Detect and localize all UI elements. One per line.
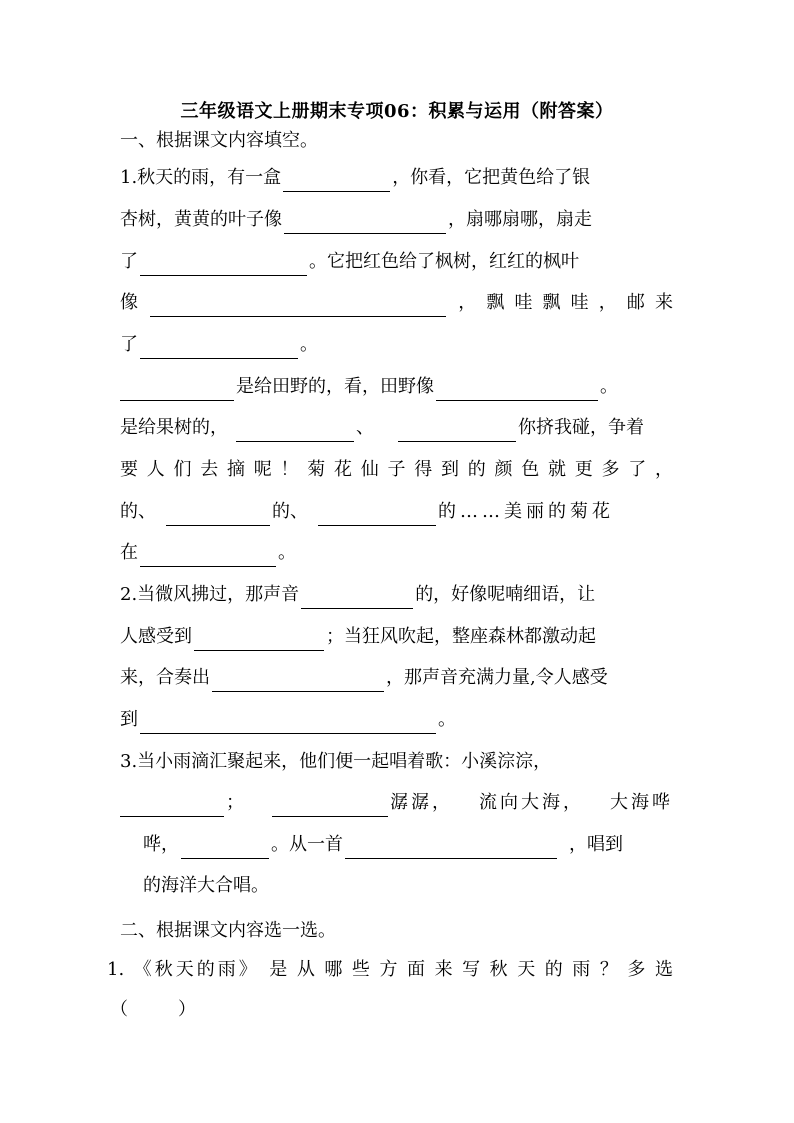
q1-text: 是给田野的，看，田野像 [236, 376, 434, 397]
q1-char: 子 [387, 459, 406, 480]
q2-text: ；当狂风吹起，整座森林都激动起 [326, 626, 596, 647]
q2-text: 人感受到 [120, 626, 192, 647]
q3-group [270, 789, 453, 817]
q3-line-1 [120, 748, 673, 776]
q1-char: 们 [173, 459, 192, 480]
q3-line-4 [143, 872, 673, 900]
blank-field[interactable] [140, 336, 298, 359]
q2-line-4 [120, 706, 673, 734]
q1-text: 飘 [486, 292, 505, 313]
q3-text: 流向大海， [479, 792, 584, 813]
q1-text: 了 [120, 251, 138, 272]
q1-text: 哇 [514, 292, 533, 313]
q1-line-7 [120, 414, 673, 442]
q1-text: 你挤我碰，争着 [518, 417, 644, 438]
q1-text: 、 [356, 417, 374, 438]
q3-text: ； [226, 792, 244, 813]
q2-line-1 [120, 581, 673, 609]
blank-field[interactable] [140, 544, 276, 567]
q2-text: 的，好像呢喃细语，让 [415, 584, 596, 605]
open-paren: （ [110, 999, 128, 1020]
q1-line-1 [120, 164, 673, 192]
blank-field[interactable] [120, 794, 224, 817]
q1-char: 颜 [494, 459, 513, 480]
s2-q1-char: 秋 [489, 959, 508, 980]
q1-text: 。 [600, 376, 618, 397]
blank-field[interactable] [194, 628, 324, 651]
q1-char: 呢 [253, 459, 272, 480]
q3-group [120, 789, 244, 817]
q1-line-2 [120, 206, 673, 234]
s2-q1-line [107, 956, 673, 984]
q1-text: 1.秋天的雨，有一盒 [120, 167, 282, 188]
q1-text: 杏树，黄黄的叶子像 [120, 209, 282, 230]
q3-text: ，唱到 [569, 834, 623, 855]
q1-text: 的……美丽的菊花 [438, 501, 614, 522]
blank-field[interactable] [150, 294, 446, 317]
blank-field[interactable] [436, 378, 598, 401]
q1-line-4 [120, 289, 673, 317]
s2-q1-char: 天 [517, 959, 536, 980]
q1-text: 是给果树的， [120, 417, 228, 438]
q1-line-3 [120, 248, 673, 276]
q3-text: 的海洋大合唱。 [143, 875, 269, 896]
blank-field[interactable] [345, 836, 557, 859]
blank-field[interactable] [398, 419, 516, 442]
q1-text: ，扇哪扇哪，扇走 [448, 209, 592, 230]
q1-text: ， [598, 292, 617, 313]
answer-parentheses[interactable] [110, 996, 663, 1024]
blank-field[interactable] [301, 586, 413, 609]
q1-text: 像 [120, 292, 138, 313]
blank-field[interactable] [166, 503, 270, 526]
q1-char: 摘 [227, 459, 245, 480]
blank-field[interactable] [181, 836, 269, 859]
q1-line-10 [120, 539, 673, 567]
blank-field[interactable] [272, 794, 388, 817]
s2-q1-char: 面 [407, 959, 426, 980]
section-1-heading: 一、根据课文内容填空。 [120, 130, 318, 151]
s2-q1-number: 1. [107, 959, 125, 980]
q3-text: 潺潺， [390, 792, 453, 813]
q1-text: 。 [278, 542, 296, 563]
q1-char: 去 [200, 459, 219, 480]
q1-char: 更 [574, 459, 593, 480]
page-title: 三年级语文上册期末专项06：积累与运用（附答案） [180, 101, 614, 122]
q1-text: 飘 [542, 292, 561, 313]
s2-q1-char: 写 [462, 959, 481, 980]
q3-text: 哗， [143, 834, 179, 855]
s2-q1-char: 的 [544, 959, 563, 980]
q1-char: 人 [146, 459, 165, 480]
s2-q1-char: 方 [379, 959, 398, 980]
q1-text: 来 [654, 292, 673, 313]
q1-text: 邮 [626, 292, 645, 313]
q1-char: 花 [334, 459, 352, 480]
q3-text: 3.当小雨滴汇聚起来，他们便一起唱着歌：小溪淙淙， [120, 751, 552, 772]
blank-field[interactable] [284, 211, 446, 234]
s2-q1-char: 多 [627, 959, 646, 980]
blank-field[interactable] [140, 253, 307, 276]
q1-char: ！ [280, 459, 299, 480]
q1-line-9 [120, 498, 673, 526]
q1-text: 在 [120, 542, 138, 563]
q1-text: 了 [120, 334, 138, 355]
q2-text: 。 [438, 709, 456, 730]
s2-q1-char: 选 [654, 959, 673, 980]
s2-q1-char: 些 [351, 959, 370, 980]
q1-line-5 [120, 331, 673, 359]
close-paren: ） [178, 999, 196, 1020]
s2-q1-char: 哪 [324, 959, 343, 980]
s2-q1-char: 雨 [572, 959, 591, 980]
q2-line-3 [120, 664, 673, 692]
q1-char: 色 [521, 459, 540, 480]
q1-text: 的、 [120, 501, 156, 522]
q1-char: ， [655, 459, 673, 480]
q3-text: 。从一首 [271, 834, 343, 855]
q3-line-3 [143, 831, 673, 859]
q1-text: 。它把红色给了枫树，红红的枫叶 [309, 251, 579, 272]
q1-text: ， [458, 292, 477, 313]
q1-char: 多 [601, 459, 620, 480]
blank-field[interactable] [236, 419, 354, 442]
q3-text: 大海哗 [610, 792, 673, 813]
q1-char: 就 [548, 459, 566, 480]
q1-char: 要 [120, 459, 138, 480]
blank-field[interactable] [140, 711, 436, 734]
q1-line-8 [120, 456, 673, 484]
blank-field[interactable] [120, 378, 234, 401]
s2-q1-char: ？ [599, 959, 618, 980]
q1-char: 菊 [307, 459, 326, 480]
q1-text: 的、 [272, 501, 308, 522]
s2-q1-char: 来 [434, 959, 453, 980]
s2-q1-char: 是 [269, 959, 288, 980]
q1-char: 了 [628, 459, 647, 480]
s2-q1-text: 《秋天的雨》 [133, 959, 260, 980]
q3-line-2 [120, 789, 673, 817]
q1-char: 到 [441, 459, 459, 480]
q1-char: 仙 [360, 459, 379, 480]
blank-field[interactable] [212, 669, 384, 692]
q1-text: 哇 [570, 292, 589, 313]
q2-text: ，那声音充满力量,令人感受 [386, 667, 608, 688]
q2-text: 到 [120, 709, 138, 730]
q2-line-2 [120, 623, 673, 651]
q1-line-6 [120, 373, 673, 401]
q2-text: 来，合奏出 [120, 667, 210, 688]
q2-text: 2.当微风拂过，那声音 [120, 584, 300, 605]
q1-text: ，你看，它把黄色给了银 [392, 167, 591, 188]
q1-text: 。 [300, 334, 318, 355]
section-2-heading: 二、根据课文内容选一选。 [120, 920, 336, 941]
q1-char: 的 [467, 459, 486, 480]
s2-q1-char: 从 [296, 959, 315, 980]
blank-field[interactable] [318, 503, 436, 526]
blank-field[interactable] [283, 169, 390, 192]
q1-char: 得 [414, 459, 433, 480]
